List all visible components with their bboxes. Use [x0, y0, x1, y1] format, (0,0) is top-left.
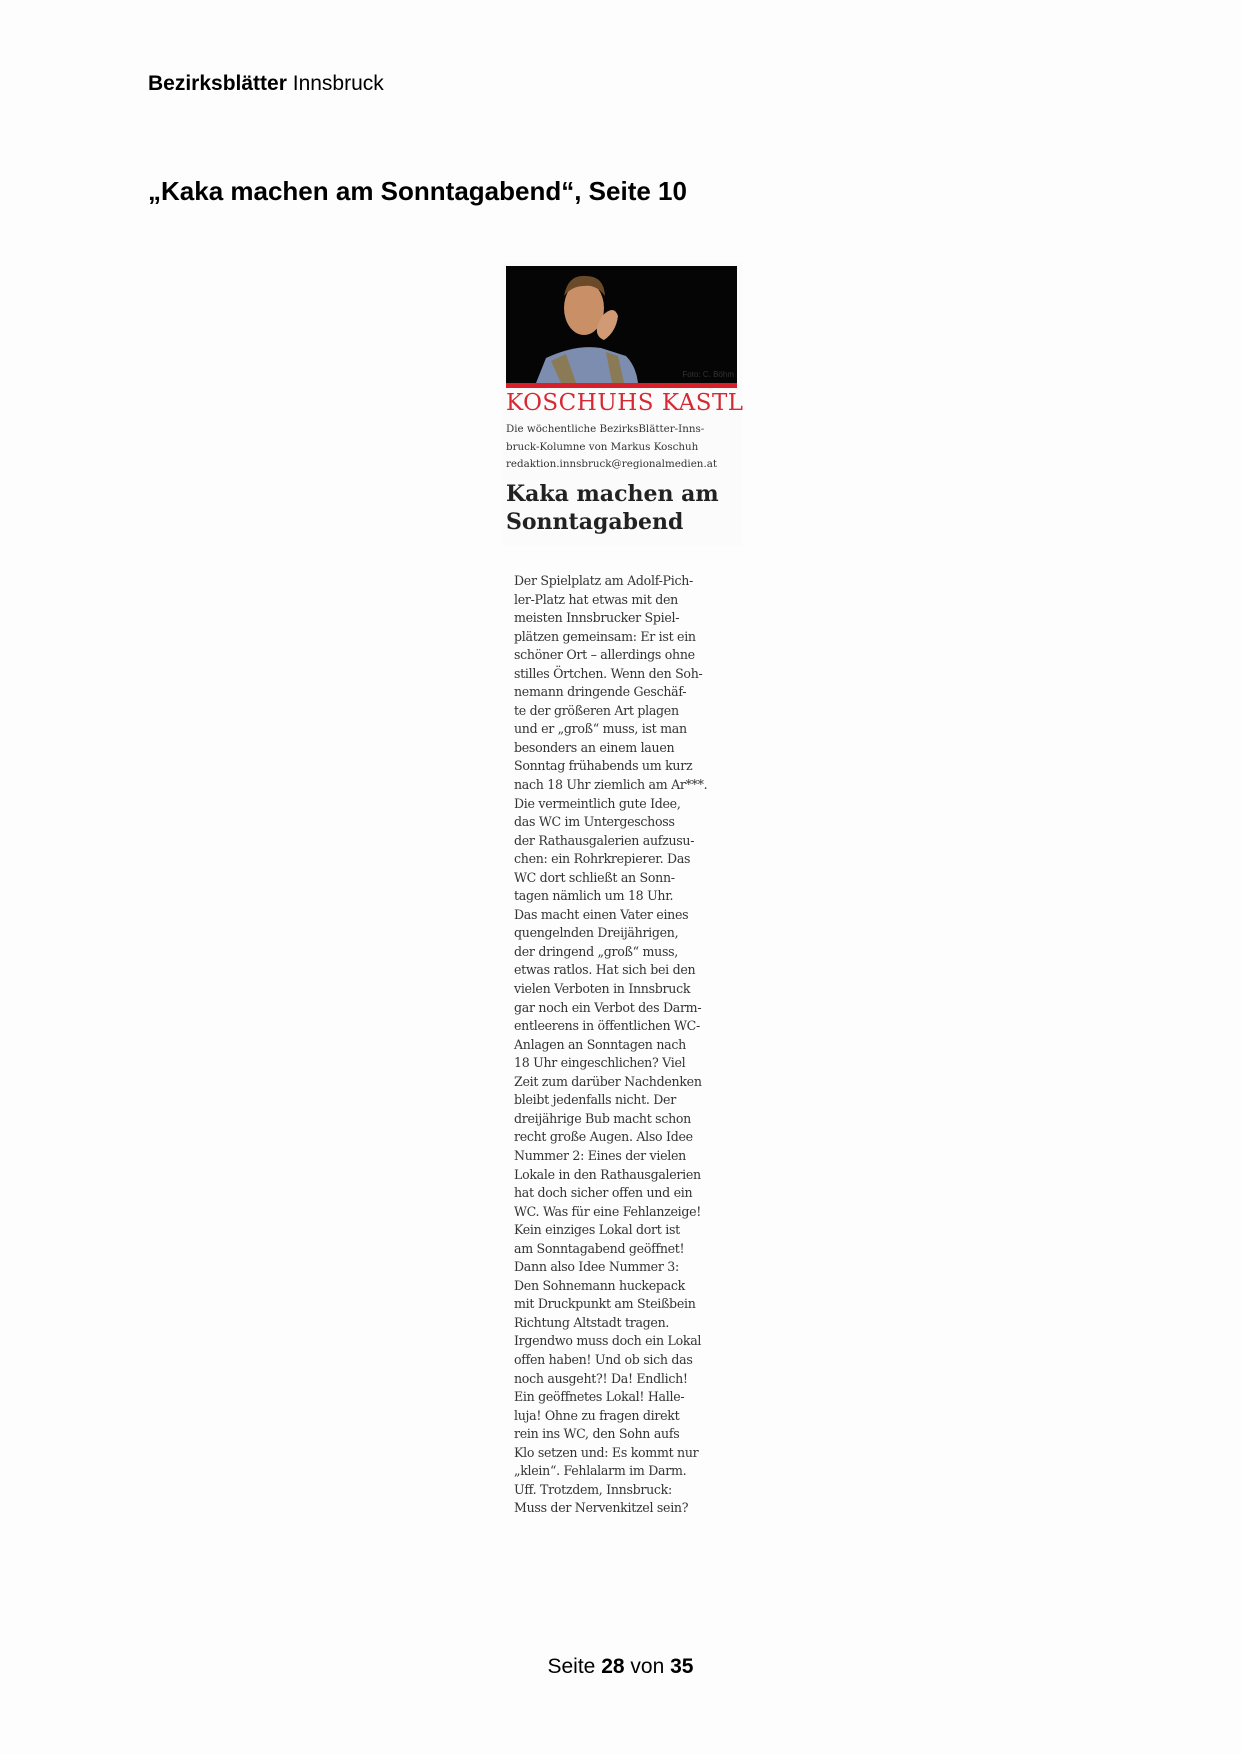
article-line: „klein“. Fehlalarm im Darm. — [514, 1463, 687, 1479]
column-description-line: bruck-Kolumne von Markus Koschuh — [506, 440, 699, 453]
article-line: Der Spielplatz am Adolf-Pich- — [514, 573, 693, 588]
footer-separator: von — [630, 1655, 665, 1678]
article-line: mit Druckpunkt am Steißbein — [514, 1296, 696, 1312]
page-footer — [0, 1655, 1241, 1679]
article-line: Den Sohnemann huckepack — [514, 1277, 685, 1293]
article-line: etwas ratlos. Hat sich bei den — [514, 962, 696, 978]
article-line: bleibt jedenfalls nicht. Der — [514, 1092, 676, 1108]
article-line: stilles Örtchen. Wenn den Soh- — [514, 665, 703, 681]
article-line: nemann dringende Geschäf- — [514, 684, 687, 700]
article-body — [514, 572, 707, 1518]
article-line: noch ausgeht?! Da! Endlich! — [514, 1370, 688, 1386]
article-line: Nummer 2: Eines der vielen — [514, 1147, 686, 1163]
article-line: vielen Verboten in Innsbruck — [514, 981, 691, 997]
footer-prefix: Seite — [547, 1655, 596, 1678]
column-description-line: Die wöchentliche BezirksBlätter-Inns- — [506, 423, 705, 435]
column-email: redaktion.innsbruck@regionalmedien.at — [506, 458, 717, 470]
publication-name: Bezirksblätter — [148, 72, 287, 95]
red-divider — [506, 383, 737, 388]
article-line: entleerens in öffentlichen WC- — [514, 1018, 700, 1034]
article-line: Die vermeintlich gute Idee, — [514, 795, 681, 811]
photo-credit: Foto: C. Böhm — [682, 370, 734, 379]
article-line: recht große Augen. Also Idee — [514, 1129, 693, 1145]
article-headline — [506, 480, 719, 536]
article-line: das WC im Untergeschoss — [514, 814, 675, 830]
article-line: Sonntag frühabends um kurz — [514, 758, 693, 774]
article-line: der dringend „groß“ muss, — [514, 943, 678, 959]
article-line: Dann also Idee Nummer 3: — [514, 1259, 679, 1275]
article-line: Lokale in den Rathausgalerien — [514, 1166, 701, 1182]
article-line: Das macht einen Vater eines — [514, 906, 689, 922]
article-line: Richtung Altstadt tragen. — [514, 1314, 670, 1330]
article-line: rein ins WC, den Sohn aufs — [514, 1426, 680, 1442]
current-page: 28 — [601, 1655, 625, 1678]
article-line: offen haben! Und ob sich das — [514, 1351, 693, 1367]
article-line: te der größeren Art plagen — [514, 702, 679, 718]
article-line: nach 18 Uhr ziemlich am Ar***. — [514, 777, 708, 793]
article-line: Irgendwo muss doch ein Lokal — [514, 1333, 702, 1349]
article-line: meisten Innsbrucker Spiel- — [514, 610, 680, 626]
page-header — [148, 72, 384, 96]
article-line: Kein einziges Lokal dort ist — [514, 1222, 680, 1238]
article-line: gar noch ein Verbot des Darm- — [514, 999, 702, 1015]
headline-line: Kaka machen am — [506, 481, 719, 507]
article-line: Uff. Trotzdem, Innsbruck: — [514, 1481, 672, 1497]
article-line: tagen nämlich um 18 Uhr. — [514, 888, 674, 904]
publication-region: Innsbruck — [292, 72, 384, 95]
author-photo — [506, 266, 737, 383]
column-description — [506, 421, 717, 474]
article-line: WC dort schließt an Sonn- — [514, 869, 675, 885]
article-line: der Rathausgalerien aufzusu- — [514, 832, 695, 848]
article-line: Ein geöffnetes Lokal! Halle- — [514, 1389, 685, 1405]
article-line: Muss der Nervenkitzel sein? — [514, 1500, 689, 1516]
article-line: dreijährige Bub macht schon — [514, 1110, 691, 1126]
headline-line: Sonntagabend — [506, 509, 684, 535]
article-line: Klo setzen und: Es kommt nur — [514, 1444, 699, 1460]
article-line: hat doch sicher offen und ein — [514, 1185, 693, 1201]
document-title: „Kaka machen am Sonntagabend“, Seite 10 — [148, 176, 687, 206]
article-line: 18 Uhr eingeschlichen? Viel — [514, 1055, 686, 1071]
article-line: quengelnden Dreijährigen, — [514, 925, 679, 941]
article-line: luja! Ohne zu fragen direkt — [514, 1407, 680, 1423]
article-line: chen: ein Rohrkrepierer. Das — [514, 851, 691, 867]
column-name: KOSCHUHS KASTL — [506, 390, 744, 416]
article-line: am Sonntagabend geöffnet! — [514, 1240, 685, 1256]
article-line: plätzen gemeinsam: Er ist ein — [514, 628, 696, 644]
article-line: WC. Was für eine Fehlanzeige! — [514, 1203, 702, 1219]
article-line: Anlagen an Sonntagen nach — [514, 1036, 686, 1052]
total-pages: 35 — [670, 1655, 694, 1678]
article-line: besonders an einem lauen — [514, 739, 675, 755]
article-line: Zeit zum darüber Nachdenken — [514, 1073, 702, 1089]
article-line: und er „groß“ muss, ist man — [514, 721, 687, 737]
article-line: ler-Platz hat etwas mit den — [514, 591, 678, 607]
article-line: schöner Ort – allerdings ohne — [514, 647, 695, 663]
